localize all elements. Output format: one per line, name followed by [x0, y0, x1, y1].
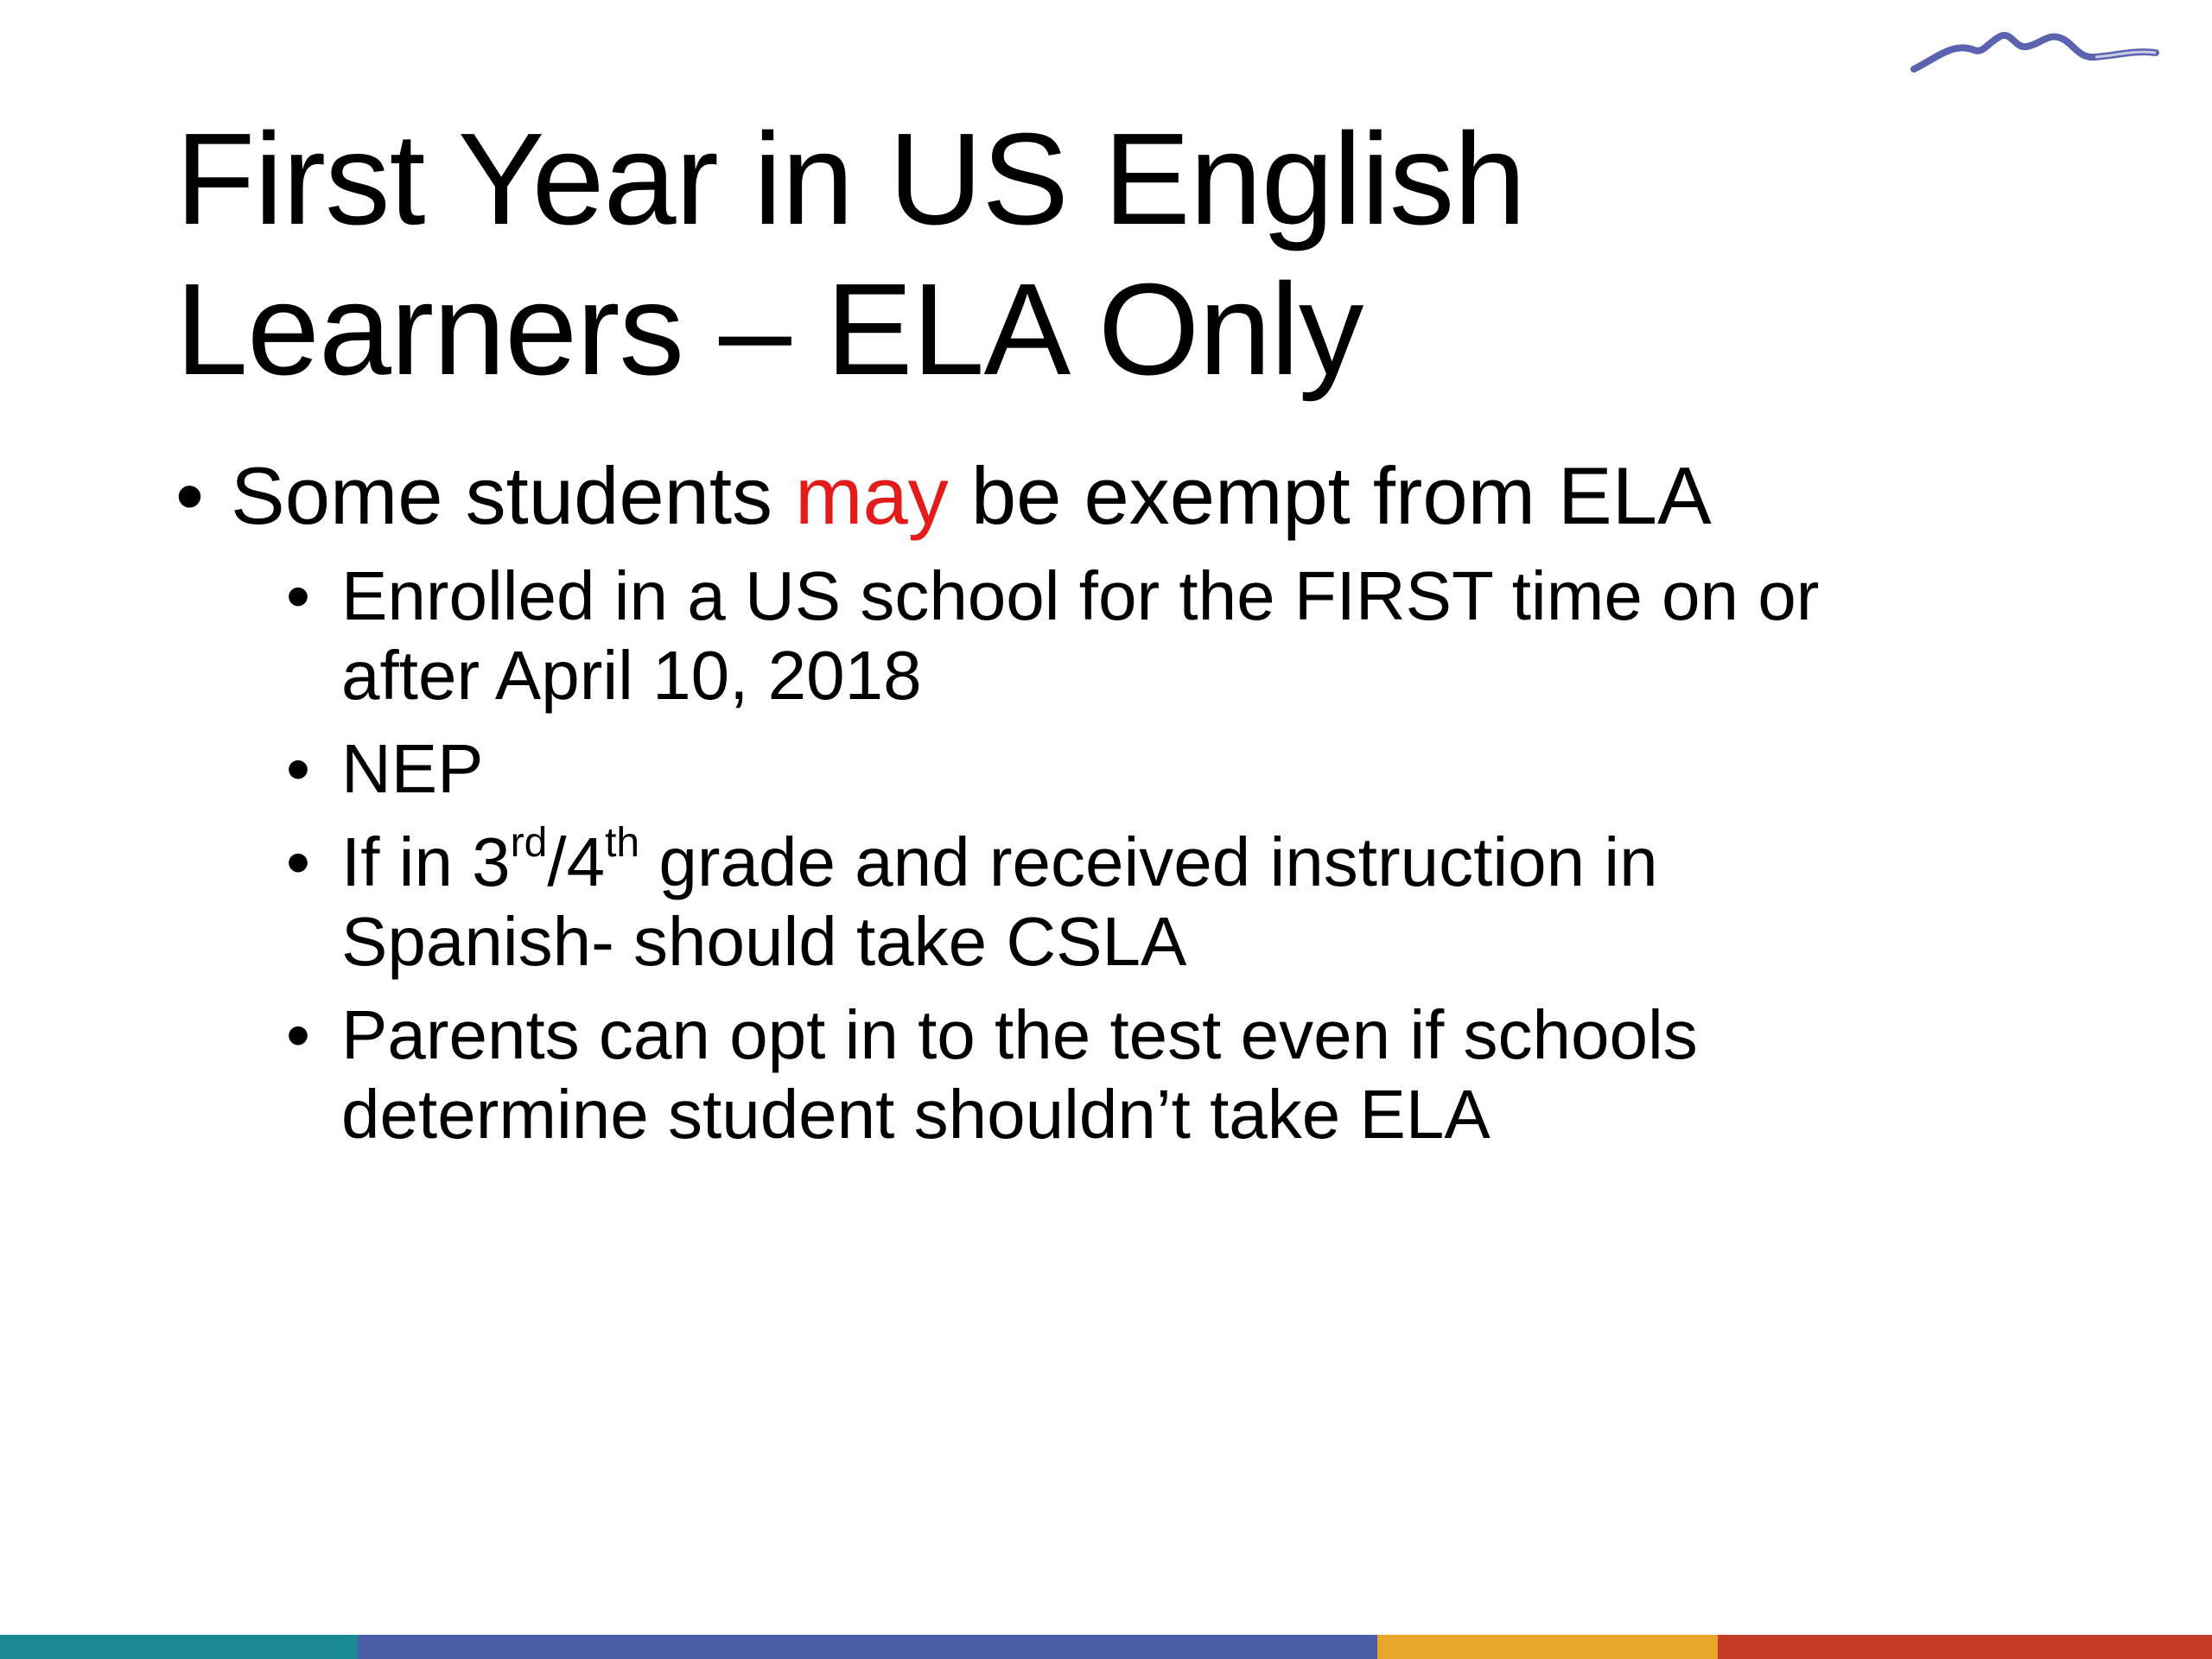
sub-bullet-text: Spanish- should take CSLA — [341, 903, 1187, 980]
bullet-marker: • — [286, 996, 311, 1073]
sub-bullet-nep — [286, 729, 2121, 809]
mountain-logo-icon — [1910, 24, 2160, 76]
footer-segment-gold — [1377, 1635, 1718, 1659]
superscript-rd: rd — [510, 820, 548, 866]
title-line-1: First Year in US English — [175, 105, 1526, 251]
bullet-marker: • — [286, 557, 311, 634]
footer-segment-blue — [358, 1635, 1377, 1659]
footer-segment-teal — [0, 1635, 358, 1659]
footer-color-bar — [0, 1635, 2212, 1659]
text-part: /4 — [547, 823, 606, 900]
text-part: If in 3 — [341, 823, 511, 900]
sub-bullet-text: Parents can opt in to the test even if schools — [341, 996, 1698, 1073]
bullet-main — [175, 446, 2076, 546]
bullet-marker: • — [175, 450, 204, 541]
sub-bullet-text: determine student shouldn’t take ELA — [341, 1076, 1491, 1153]
sub-bullet-text: after April 10, 2018 — [341, 637, 922, 714]
sub-bullet-text: NEP — [341, 730, 484, 807]
bullet-marker: • — [286, 823, 311, 900]
slide-content — [175, 446, 2076, 1168]
sub-bullet-grade — [286, 820, 2121, 982]
sub-bullet-enrolled — [286, 556, 2121, 715]
bullet-marker: • — [286, 730, 311, 807]
bullet-main-emphasis: may — [795, 450, 949, 541]
bullet-main-text-before: Some students — [231, 450, 796, 541]
sub-bullet-parents — [286, 995, 2121, 1154]
sub-bullet-text: Enrolled in a US school for the FIRST time on or — [341, 557, 1820, 634]
footer-segment-red — [1718, 1635, 2212, 1659]
page-title — [175, 104, 1990, 404]
title-line-2: Learners – ELA Only — [175, 256, 1363, 402]
text-part: grade and received instruction in — [639, 823, 1658, 900]
logo-stroke — [1914, 35, 2156, 69]
superscript-th: th — [605, 820, 640, 866]
bullet-main-text-after: be exempt from ELA — [948, 450, 1712, 541]
sub-bullet-list — [175, 556, 2076, 1154]
sub-bullet-text — [341, 820, 2121, 902]
